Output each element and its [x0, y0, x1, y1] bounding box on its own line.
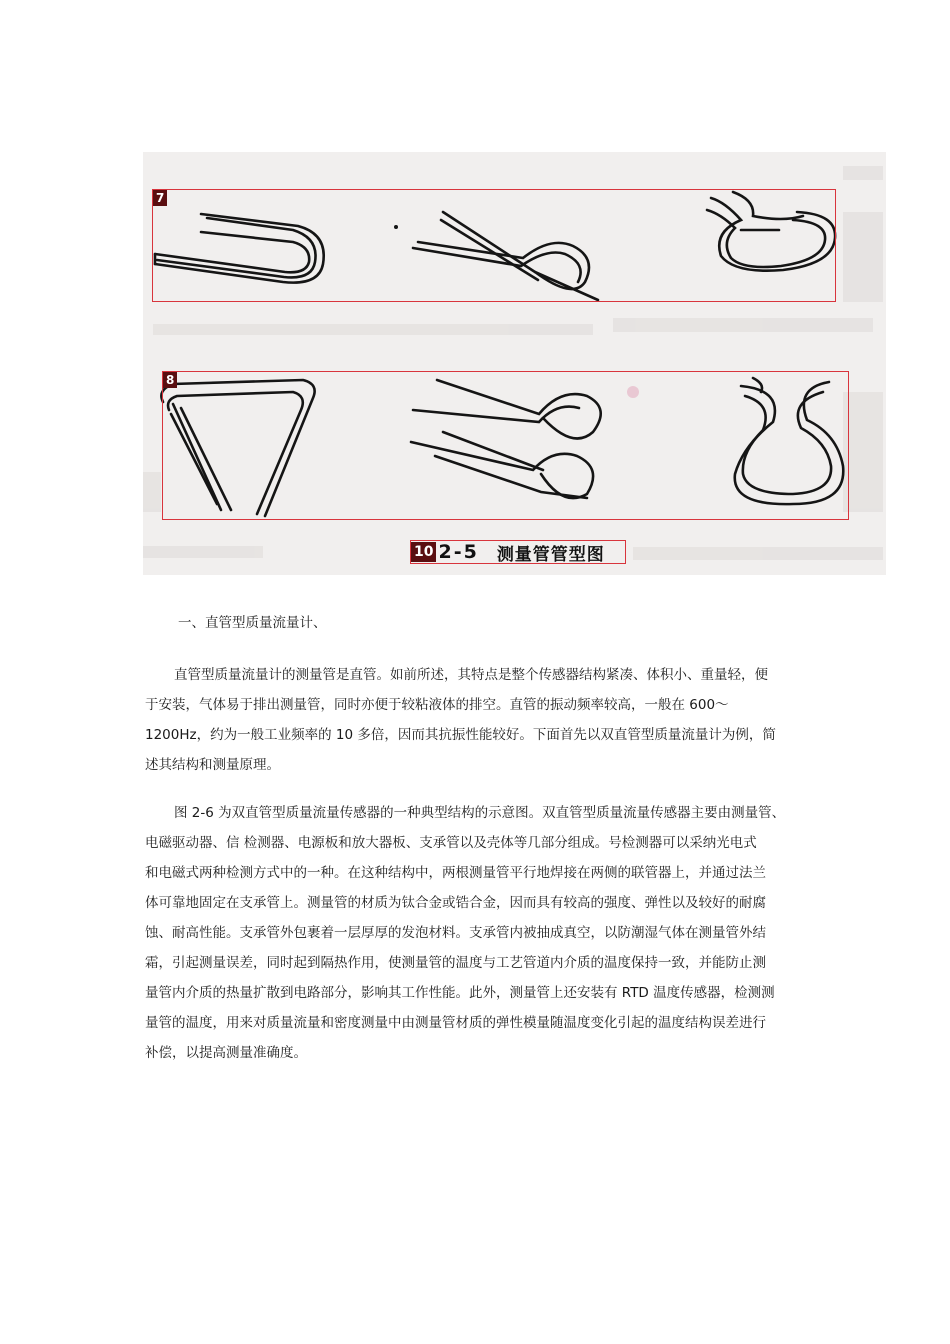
- text-line: 体可靠地固定在支承管上。测量管的材质为钛合金或锆合金，因而具有较高的强度、弹性以及较好的耐腐: [145, 895, 766, 911]
- paragraph-straight-tube: [145, 660, 825, 780]
- paragraph-dual-tube: [145, 798, 825, 1068]
- figure-title: 测量管管型图: [496, 544, 605, 565]
- text-line: 蚀、耐高性能。支承管外包裹着一层厚厚的发泡材料。支承管内被抽成真空，以防潮湿气体在测量管外结: [145, 925, 766, 941]
- tube-group-box-top: [152, 189, 836, 302]
- caption-badge: 10: [411, 542, 436, 562]
- box-label-7: 7: [153, 190, 167, 206]
- figure-caption: [410, 540, 626, 564]
- box-label-8: 8: [163, 372, 177, 388]
- tube-group-box-bottom: [162, 371, 849, 520]
- figure-number: 2-5: [438, 541, 479, 563]
- text-line: 霜，引起测量误差，同时起到隔热作用，使测量管的温度与工艺管道内介质的温度保持一致，并能防止测: [145, 955, 766, 971]
- text-line: 量管内介质的热量扩散到电路部分，影响其工作性能。此外，测量管上还安装有 RTD 温度传感器，检测测: [145, 985, 775, 1001]
- text-line: 电磁驱动器、信 检测器、电源板和放大器板、支承管以及壳体等几部分组成。号检测器可以采纳光电式: [145, 835, 757, 851]
- tube-shapes-figure: [143, 152, 886, 575]
- text-line: 直管型质量流量计的测量管是直管。如前所述，其特点是整个传感器结构紧凑、体积小、重量轻，便: [174, 667, 768, 683]
- text-line: 述其结构和测量原理。: [145, 757, 280, 773]
- section-heading: 一、直管型质量流量计、: [178, 615, 327, 631]
- text-line: 1200Hz，约为一般工业频率的 10 多倍，因而其抗振性能较好。下面首先以双直管型质量流量计为例，简: [145, 727, 776, 743]
- text-line: 于安装，气体易于排出测量管，同时亦便于较粘液体的排空。直管的振动频率较高，一般在 600～: [145, 697, 729, 713]
- text-line: 和电磁式两种检测方式中的一种。在这种结构中，两根测量管平行地焊接在两侧的联管器上，并通过法兰: [145, 865, 766, 881]
- text-line: 图 2-6 为双直管型质量流量传感器的一种典型结构的示意图。双直管型质量流量传感器主要由测量管、: [174, 805, 786, 821]
- text-line: 量管的温度，用来对质量流量和密度测量中由测量管材质的弹性模量随温度变化引起的温度结构误差进行: [145, 1015, 766, 1031]
- text-line: 补偿，以提高测量准确度。: [145, 1045, 307, 1061]
